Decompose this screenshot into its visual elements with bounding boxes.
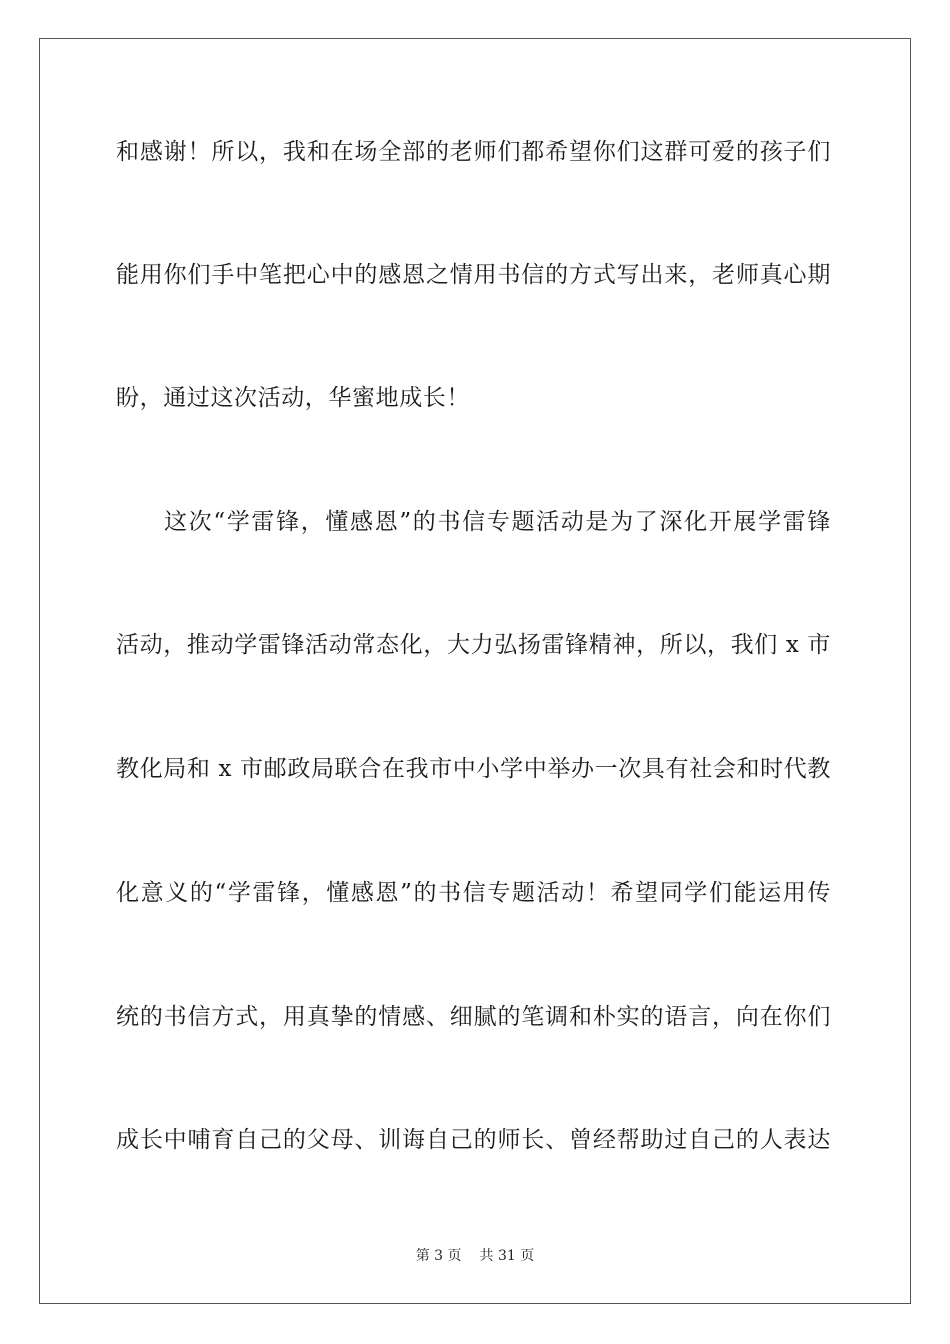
page-footer (0, 1247, 950, 1265)
text-line-9: 成长中哺育自己的父母、训诲自己的师长、曾经帮助过自己的人表达 (116, 1127, 831, 1153)
text-line-4: 这次“学雷锋，懂感恩”的书信专题活动是为了深化开展学雷锋 (164, 509, 831, 535)
page-number: 第 3 页 (415, 1248, 462, 1264)
page-total: 共 31 页 (479, 1248, 535, 1264)
text-line-6: 教化局和 x 市邮政局联合在我市中小学中举办一次具有社会和时代教 (116, 756, 831, 782)
text-line-8: 统的书信方式，用真挚的情感、细腻的笔调和朴实的语言，向在你们 (116, 1004, 831, 1030)
text-line-1: 和感谢！所以，我和在场全部的老师们都希望你们这群可爱的孩子们 (116, 139, 831, 165)
text-line-5: 活动，推动学雷锋活动常态化，大力弘扬雷锋精神，所以，我们 x 市 (116, 632, 831, 658)
page-border (39, 38, 911, 1304)
text-line-2: 能用你们手中笔把心中的感恩之情用书信的方式写出来，老师真心期 (116, 262, 831, 288)
text-line-7: 化意义的“学雷锋，懂感恩”的书信专题活动！希望同学们能运用传 (116, 880, 831, 906)
text-line-3: 盼，通过这次活动，华蜜地成长！ (116, 385, 470, 411)
